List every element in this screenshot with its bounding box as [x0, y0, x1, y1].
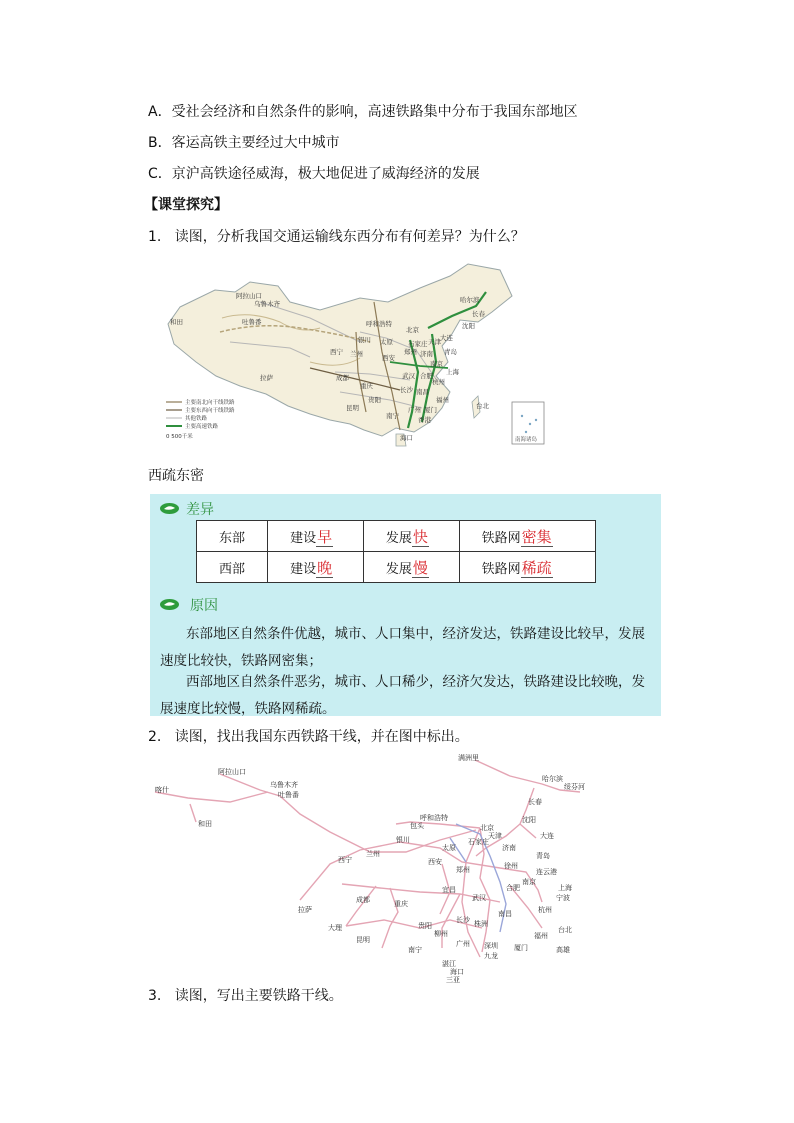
svg-text:株洲: 株洲 [474, 920, 488, 928]
build-cell: 建设早 [268, 521, 364, 552]
svg-text:西安: 西安 [382, 354, 395, 362]
svg-text:满洲里: 满洲里 [458, 754, 479, 762]
question-2-text: 读图，找出我国东西铁路干线，并在图中标出。 [174, 729, 469, 745]
svg-text:贵阳: 贵阳 [418, 922, 432, 930]
leaf-icon [160, 599, 179, 610]
svg-text:北京: 北京 [480, 824, 494, 832]
svg-text:阿拉山口: 阿拉山口 [218, 768, 246, 776]
svg-text:台北: 台北 [558, 926, 572, 934]
svg-text:吐鲁番: 吐鲁番 [242, 318, 262, 326]
map-scale: 0 500千米 [166, 434, 193, 440]
svg-text:银川: 银川 [396, 836, 410, 844]
svg-text:成都: 成都 [356, 896, 370, 904]
dev-cell: 发展慢 [363, 552, 459, 583]
svg-text:兰州: 兰州 [366, 850, 380, 858]
section-title: 【课堂探究】 [144, 197, 228, 213]
svg-text:贵阳: 贵阳 [368, 396, 381, 404]
legend-item: 主要高速铁路 [185, 424, 219, 430]
svg-text:成都: 成都 [336, 374, 349, 382]
svg-text:长沙: 长沙 [456, 916, 470, 924]
svg-text:高雄: 高雄 [556, 946, 570, 954]
net-cell: 铁路网稀疏 [459, 552, 595, 583]
svg-text:呼和浩特: 呼和浩特 [420, 814, 448, 822]
reason-west: 西部地区自然条件恶劣，城市、人口稀少，经济欠发达，铁路建设比较晚，发展速度比较慢，铁路网稀疏。 [160, 674, 645, 717]
svg-text:长春: 长春 [528, 798, 542, 806]
svg-text:长春: 长春 [472, 310, 485, 318]
answer-panel [150, 494, 661, 716]
reason-east: 东部地区自然条件优越，城市、人口集中，经济发达，铁路建设比较早，发展速度比较快，铁路网密集； [160, 626, 645, 669]
svg-text:杭州: 杭州 [432, 378, 445, 386]
svg-text:三亚: 三亚 [446, 976, 460, 984]
svg-text:台北: 台北 [476, 402, 489, 410]
svg-text:哈尔滨: 哈尔滨 [460, 296, 480, 304]
answer-1: 西疏东密 [148, 468, 204, 484]
svg-text:昆明: 昆明 [346, 404, 359, 412]
svg-text:大连: 大连 [440, 334, 453, 342]
legend-item: 主要东西向干线铁路 [185, 408, 235, 414]
svg-text:厦门: 厦门 [514, 944, 528, 952]
svg-text:连云港: 连云港 [536, 868, 557, 876]
svg-text:南宁: 南宁 [408, 946, 422, 954]
svg-text:徐州: 徐州 [504, 862, 518, 870]
svg-text:石家庄: 石家庄 [468, 838, 489, 846]
svg-text:海口: 海口 [450, 968, 464, 976]
svg-text:青岛: 青岛 [444, 348, 457, 356]
svg-text:海口: 海口 [400, 434, 413, 442]
svg-text:太原: 太原 [442, 844, 456, 852]
legend-item: 主要南北向干线铁路 [185, 400, 235, 406]
svg-text:银川: 银川 [358, 336, 371, 344]
question-3-text: 读图，写出主要铁路干线。 [174, 988, 343, 1004]
legend-item: 其他铁路 [185, 416, 208, 422]
svg-text:九龙: 九龙 [484, 952, 498, 960]
svg-text:青岛: 青岛 [536, 852, 550, 860]
question-3-number: 3. [148, 988, 162, 1004]
svg-text:南京: 南京 [522, 878, 536, 886]
svg-text:南宁: 南宁 [386, 412, 399, 420]
svg-text:绥芬河: 绥芬河 [564, 783, 585, 791]
svg-text:吐鲁番: 吐鲁番 [278, 791, 299, 799]
question-1-number: 1. [148, 229, 162, 245]
svg-text:上海: 上海 [558, 884, 572, 892]
svg-text:广州: 广州 [456, 940, 470, 948]
reason-title: 原因 [190, 598, 218, 614]
svg-text:哈尔滨: 哈尔滨 [542, 775, 563, 783]
svg-text:兰州: 兰州 [350, 350, 363, 358]
svg-text:重庆: 重庆 [394, 900, 408, 908]
svg-text:宜昌: 宜昌 [442, 886, 456, 894]
svg-text:杭州: 杭州 [538, 906, 552, 914]
svg-text:呼和浩特: 呼和浩特 [366, 320, 392, 328]
svg-text:石家庄: 石家庄 [408, 340, 428, 348]
svg-text:济南: 济南 [502, 844, 516, 852]
inset-label: 南海诸岛 [515, 437, 538, 443]
svg-text:西宁: 西宁 [338, 856, 352, 864]
difference-table [196, 520, 596, 583]
svg-text:福州: 福州 [534, 932, 548, 940]
svg-text:乌鲁木齐: 乌鲁木齐 [254, 300, 280, 308]
svg-text:西安: 西安 [428, 858, 442, 866]
svg-text:和田: 和田 [198, 820, 212, 828]
svg-text:包头: 包头 [410, 822, 424, 830]
diff-title: 差异 [186, 502, 214, 518]
svg-text:沈阳: 沈阳 [522, 816, 536, 824]
svg-text:喀什: 喀什 [155, 786, 169, 794]
svg-text:昆明: 昆明 [356, 936, 370, 944]
china-railway-map [160, 262, 550, 452]
question-2-number: 2. [148, 729, 162, 745]
region-cell: 西部 [197, 552, 268, 583]
question-3 [148, 986, 343, 1006]
question-1-text: 读图，分析我国交通运输线东西分布有何差异？为什么？ [174, 229, 525, 245]
svg-text:北京: 北京 [406, 326, 419, 334]
option-a: A．受社会经济和自然条件的影响，高速铁路集中分布于我国东部地区 [148, 104, 578, 120]
table-row [197, 521, 596, 552]
svg-text:广州: 广州 [408, 406, 421, 414]
svg-text:拉萨: 拉萨 [260, 374, 273, 382]
svg-text:长沙: 长沙 [400, 386, 413, 394]
svg-text:拉萨: 拉萨 [298, 906, 312, 914]
svg-text:武汉: 武汉 [402, 372, 415, 380]
svg-text:西宁: 西宁 [330, 348, 343, 356]
svg-text:合肥: 合肥 [420, 372, 433, 380]
svg-text:和田: 和田 [170, 318, 183, 326]
svg-text:深圳: 深圳 [484, 942, 498, 950]
svg-text:天津: 天津 [488, 832, 502, 840]
svg-text:重庆: 重庆 [360, 382, 373, 390]
table-row [197, 552, 596, 583]
svg-text:阿拉山口: 阿拉山口 [236, 292, 262, 300]
option-c: C．京沪高铁途径威海，极大地促进了威海经济的发展 [148, 166, 480, 182]
svg-text:宁波: 宁波 [556, 894, 570, 902]
svg-text:合肥: 合肥 [506, 884, 520, 892]
svg-text:大连: 大连 [540, 832, 554, 840]
railway-lines-map [150, 752, 640, 984]
question-2 [148, 727, 469, 747]
svg-text:香港: 香港 [418, 416, 431, 424]
svg-text:天津: 天津 [428, 338, 441, 346]
svg-text:武汉: 武汉 [472, 894, 486, 902]
option-b: B．客运高铁主要经过大中城市 [148, 135, 340, 151]
svg-text:大理: 大理 [328, 924, 342, 932]
leaf-icon [160, 503, 179, 514]
svg-text:乌鲁木齐: 乌鲁木齐 [270, 781, 298, 789]
svg-text:柳州: 柳州 [434, 930, 448, 938]
svg-text:福州: 福州 [436, 396, 449, 404]
region-cell: 东部 [197, 521, 268, 552]
svg-text:南昌: 南昌 [498, 910, 512, 918]
dev-cell: 发展快 [363, 521, 459, 552]
question-1 [148, 227, 525, 247]
svg-text:郑州: 郑州 [456, 866, 470, 874]
svg-text:厦门: 厦门 [424, 406, 437, 414]
svg-text:南昌: 南昌 [416, 388, 429, 396]
svg-text:湛江: 湛江 [442, 960, 456, 968]
build-cell: 建设晚 [268, 552, 364, 583]
net-cell: 铁路网密集 [459, 521, 595, 552]
svg-text:南京: 南京 [430, 360, 443, 368]
svg-text:郑州: 郑州 [404, 348, 417, 356]
svg-text:上海: 上海 [446, 368, 459, 376]
svg-text:沈阳: 沈阳 [462, 322, 475, 330]
svg-text:太原: 太原 [380, 338, 393, 346]
svg-text:济南: 济南 [420, 350, 433, 358]
